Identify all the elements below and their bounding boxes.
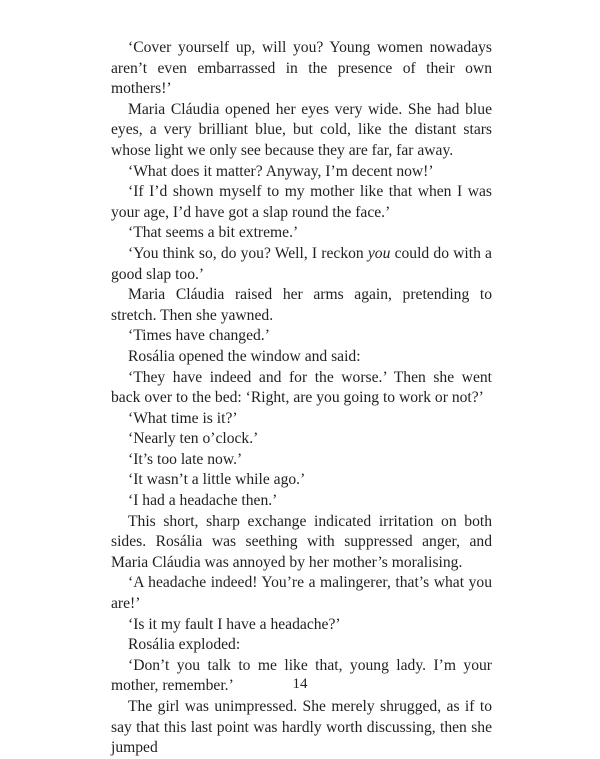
paragraph: The girl was unimpressed. She merely shrugged, as if to say that this last point was hardly worth discussing, then she jumped <box>111 698 492 757</box>
paragraph: ‘What does it matter? Anyway, I’m decent now!’ <box>128 162 434 180</box>
paragraph: ‘Is it my fault I have a headache?’ <box>128 615 341 633</box>
paragraph: ‘Nearly ten o’clock.’ <box>128 430 259 448</box>
paragraph: ‘It’s too late now.’ <box>128 450 243 468</box>
paragraph: ‘That seems a bit extreme.’ <box>128 224 299 242</box>
body-text <box>111 38 492 759</box>
page-number: 14 <box>292 676 308 692</box>
paragraph: This short, sharp exchange indicated irritation on both sides. Rosália was seething with suppressed anger, and Maria Cláudia was annoyed by her mother’s moralising. <box>111 512 492 571</box>
paragraph: Rosália exploded: <box>128 636 241 654</box>
paragraph <box>111 244 492 285</box>
paragraph: ‘Don’t you talk to me like that, young lady. I’m your mother, remember.’ <box>111 656 492 695</box>
paragraph: ‘If I’d shown myself to my mother like that when I was your age, I’d have got a slap round the face.’ <box>111 183 492 221</box>
emphasized-word: you <box>367 244 391 262</box>
paragraph: ‘They have indeed and for the worse.’ Then she went back over to the bed: ‘Right, are you going to work or not?’ <box>111 368 492 407</box>
paragraph: ‘Cover yourself up, will you? Young women nowadays aren’t even embarrassed in the presence of their own mothers!’ <box>111 39 492 98</box>
paragraph: ‘A headache indeed! You’re a malingerer, that’s what you are!’ <box>111 574 492 613</box>
text-segment: ‘You think so, do you? Well, I reckon <box>128 244 368 262</box>
paragraph: ‘It wasn’t a little while ago.’ <box>128 471 306 489</box>
paragraph: ‘I had a headache then.’ <box>128 492 278 510</box>
text-segment: could do with a good slap too.’ <box>111 244 492 283</box>
paragraph: Maria Cláudia opened her eyes very wide. She had blue eyes, a very brilliant blue, but cold, like the distant stars whose light we only see because they are far, far away. <box>111 100 492 159</box>
paragraph: ‘What time is it?’ <box>128 409 238 427</box>
paragraph: Maria Cláudia raised her arms again, pretending to stretch. Then she yawned. <box>111 286 492 324</box>
paragraph: Rosália opened the window and said: <box>128 347 361 365</box>
paragraph: ‘Times have changed.’ <box>128 327 270 345</box>
